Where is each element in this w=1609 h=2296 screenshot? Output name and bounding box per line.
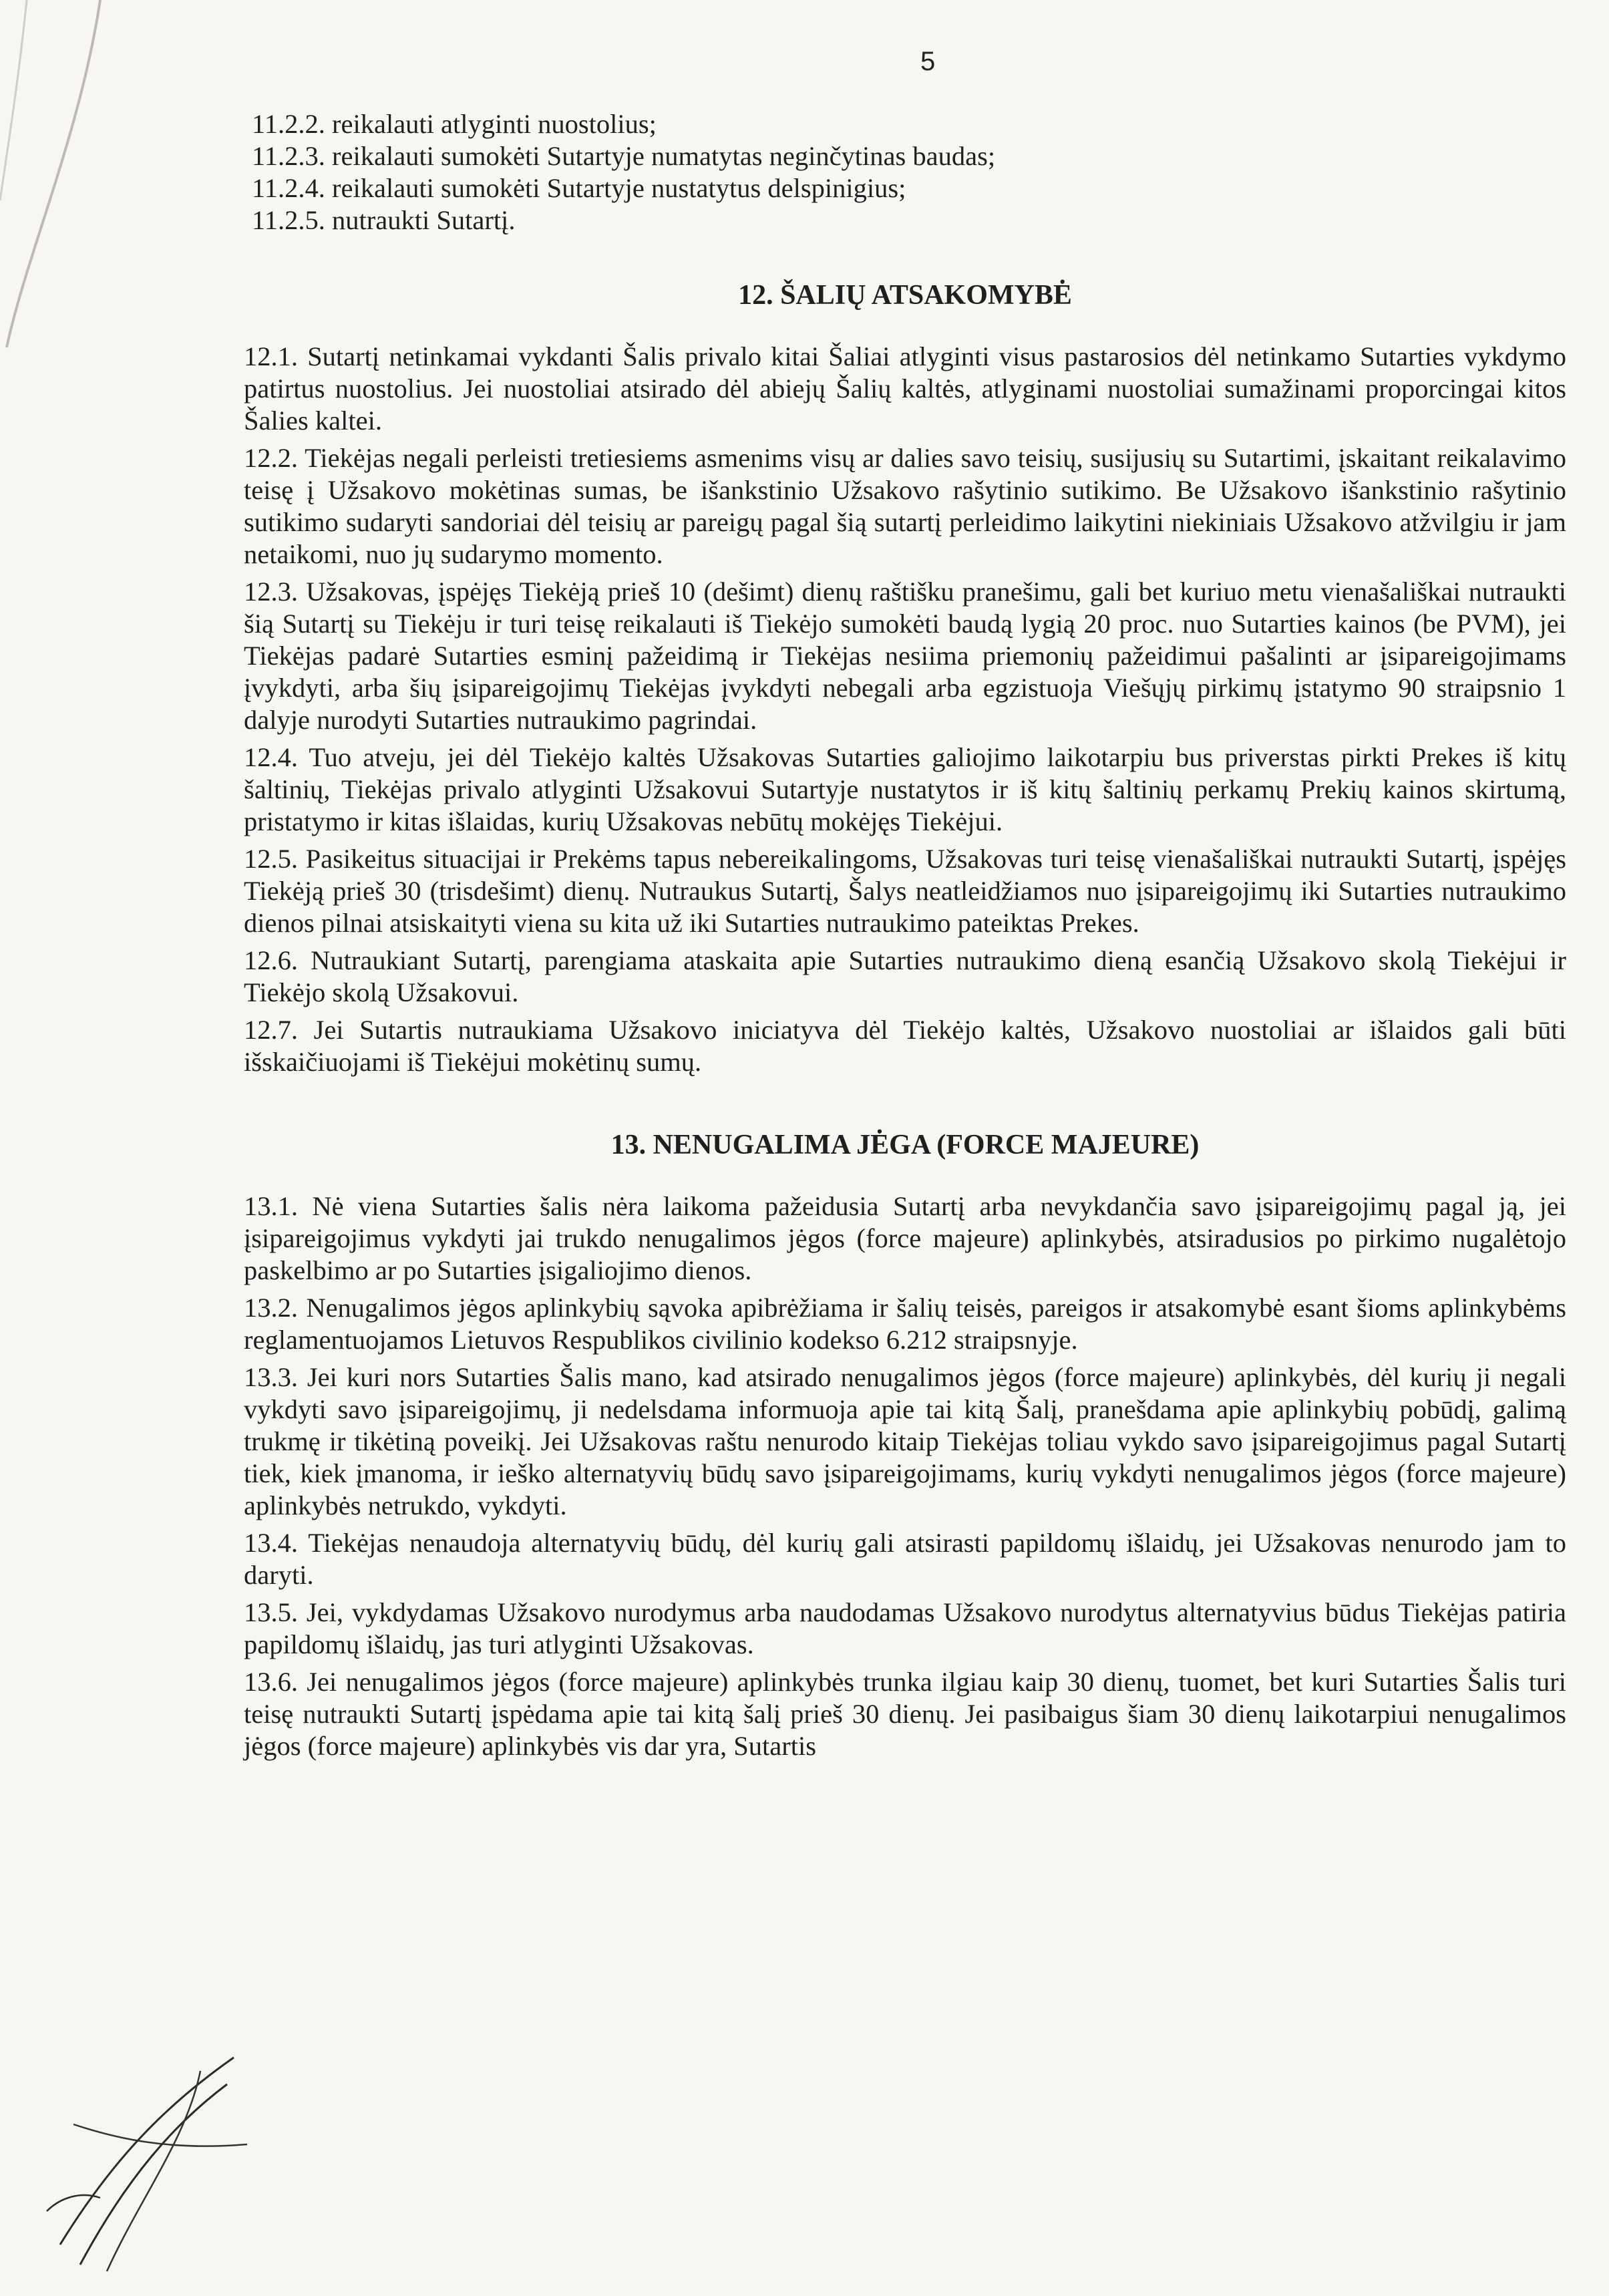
paragraph-12-1: 12.1. Sutartį netinkamai vykdanti Šalis privalo kitai Šaliai atlyginti visus pastarosios dėl netinkamo Sutarties vykdymo patirtus nuostolius. Jei nuostoliai atsirado dėl abiejų Šalių kaltės, atlyginami nuostoliai sumažinami proporcingai kitos Šalies kaltei. xyxy=(244,341,1566,436)
clause-11-item: 11.2.3. reikalauti sumokėti Sutartyje numatytas neginčytinas baudas; xyxy=(252,141,996,171)
paragraph-13-2: 13.2. Nenugalimos jėgos aplinkybių sąvoka apibrėžiama ir šalių teisės, pareigos ir atsakomybė esant šioms aplinkybėms reglamentuojamos Lietuvos Respublikos civilinio kodekso 6.212 straipsnyje. xyxy=(244,1293,1566,1355)
clause-11-list xyxy=(244,108,1566,236)
paragraph-12-7: 12.7. Jei Sutartis nutraukiama Užsakovo iniciatyva dėl Tiekėjo kaltės, Užsakovo nuostoliai ar išlaidos gali būti išskaičiuojami iš Tiekėjui mokėtinų sumų. xyxy=(244,1015,1566,1077)
section-13-body xyxy=(244,1190,1566,1762)
paragraph-13-6: 13.6. Jei nenugalimos jėgos (force majeure) aplinkybės trunka ilgiau kaip 30 dienų, tuomet, bet kuri Sutarties Šalis turi teisę nutraukti Sutartį įspėdama apie tai kitą šalį prieš 30 dienų. Jei pasibaigus šiam 30 dienų laikotarpiui nenugalimos jėgos (force majeure) aplinkybės vis dar yra, Sutartis xyxy=(244,1667,1566,1761)
section-12-body xyxy=(244,341,1566,1078)
section-12-heading: 12. ŠALIŲ ATSAKOMYBĖ xyxy=(738,280,1072,311)
section-13-heading: 13. NENUGALIMA JĖGA (FORCE MAJEURE) xyxy=(610,1130,1200,1160)
paragraph-12-6: 12.6. Nutraukiant Sutartį, parengiama ataskaita apie Sutarties nutraukimo dieną esančią Užsakovo skolą Tiekėjui ir Tiekėjo skolą Užsakovui. xyxy=(244,945,1566,1007)
paragraph-13-3: 13.3. Jei kuri nors Sutarties Šalis mano, kad atsirado nenugalimos jėgos (force majeure) aplinkybės, dėl kurių ji negali vykdyti savo įsipareigojimų, ji nedelsdama informuoja apie tai kitą Šalį, pranešdama apie aplinkybių pobūdį, galimą trukmę ir tikėtiną poveikį. Jei Užsakovas raštu nenurodo kitaip Tiekėjas toliau vykdo savo įsipareigojimus pagal Sutartį tiek, kiek įmanoma, ir ieško alternatyvių būdų savo įsipareigojimams, kurių vykdyti nenugalimos jėgos (force majeure) aplinkybės netrukdo, vykdyti. xyxy=(244,1362,1566,1520)
page-number: 5 xyxy=(920,47,936,76)
document-body xyxy=(244,108,1566,1762)
paragraph-12-2: 12.2. Tiekėjas negali perleisti tretiesiems asmenims visų ar dalies savo teisių, susijusių su Sutartimi, įskaitant reikalavimo teisę į Užsakovo mokėtinas sumas, be išankstinio Užsakovo rašytinio sutikimo. Be Užsakovo išankstinio rašytinio sutikimo sudaryti sandoriai dėl teisių ar pareigų pagal šią sutartį perleidimo laikytini niekiniais Užsakovo atžvilgiu ir jam netaikomi, nuo jų sudarymo momento. xyxy=(244,443,1566,569)
paragraph-13-4: 13.4. Tiekėjas nenaudoja alternatyvių būdų, dėl kurių gali atsirasti papildomų išlaidų, jei Užsakovas nenurodo jam to daryti. xyxy=(244,1528,1566,1590)
paragraph-12-4: 12.4. Tuo atveju, jei dėl Tiekėjo kaltės Užsakovas Sutarties galiojimo laikotarpiu bus priverstas pirkti Prekes iš kitų šaltinių, Tiekėjas privalo atlyginti Užsakovui Sutartyje nustatytos ir iš kitų šaltinių perkamų Prekių kainos skirtumą, pristatymo ir kitas išlaidas, kurių Užsakovas nebūtų mokėjęs Tiekėjui. xyxy=(244,742,1566,836)
clause-11-item: 11.2.5. nutraukti Sutartį. xyxy=(252,205,516,235)
clause-11-item: 11.2.2. reikalauti atlyginti nuostolius; xyxy=(252,109,657,139)
paragraph-13-5: 13.5. Jei, vykdydamas Užsakovo nurodymus arba naudodamas Užsakovo nurodytus alternatyvius būdus Tiekėjas patiria papildomų išlaidų, jas turi atlyginti Užsakovas. xyxy=(244,1597,1566,1659)
clause-11-item: 11.2.4. reikalauti sumokėti Sutartyje nustatytus delspinigius; xyxy=(252,173,906,203)
paragraph-12-3: 12.3. Užsakovas, įspėjęs Tiekėją prieš 10 (dešimt) dienų raštišku pranešimu, gali bet kuriuo metu vienašališkai nutraukti šią Sutartį su Tiekėju ir turi teisę reikalauti iš Tiekėjo sumokėti baudą lygią 20 proc. nuo Sutarties kainos (be PVM), jei Tiekėjas padarė Sutarties esminį pažeidimą ir Tiekėjas nesiima priemonių pažeidimui pašalinti ar įsipareigojimams įvykdyti, arba šių įsipareigojimų Tiekėjas įvykdyti nebegali arba egzistuoja Viešųjų pirkimų įstatymo 90 straipsnio 1 dalyje nurodyti Sutarties nutraukimo pagrindai. xyxy=(244,577,1566,735)
paragraph-12-5: 12.5. Pasikeitus situacijai ir Prekėms tapus nebereikalingoms, Užsakovas turi teisę vienašališkai nutraukti Sutartį, įspėjęs Tiekėją prieš 30 (trisdešimt) dienų. Nutraukus Sutartį, Šalys neatleidžiamos nuo įsipareigojimų iki Sutarties nutraukimo dienos pilnai atsiskaityti viena su kita už iki Sutarties nutraukimo pateiktas Prekes. xyxy=(244,844,1566,938)
paragraph-13-1: 13.1. Nė viena Sutarties šalis nėra laikoma pažeidusia Sutartį arba nevykdančia savo įsipareigojimų pagal ją, jei įsipareigojimus vykdyti jai trukdo nenugalimos jėgos (force majeure) aplinkybės, atsiradusios po pirkimo nugalėtojo paskelbimo ar po Sutarties įsigaliojimo dienos. xyxy=(244,1191,1566,1285)
page-edge-shadow xyxy=(0,0,160,802)
handwritten-signature xyxy=(33,2044,260,2285)
